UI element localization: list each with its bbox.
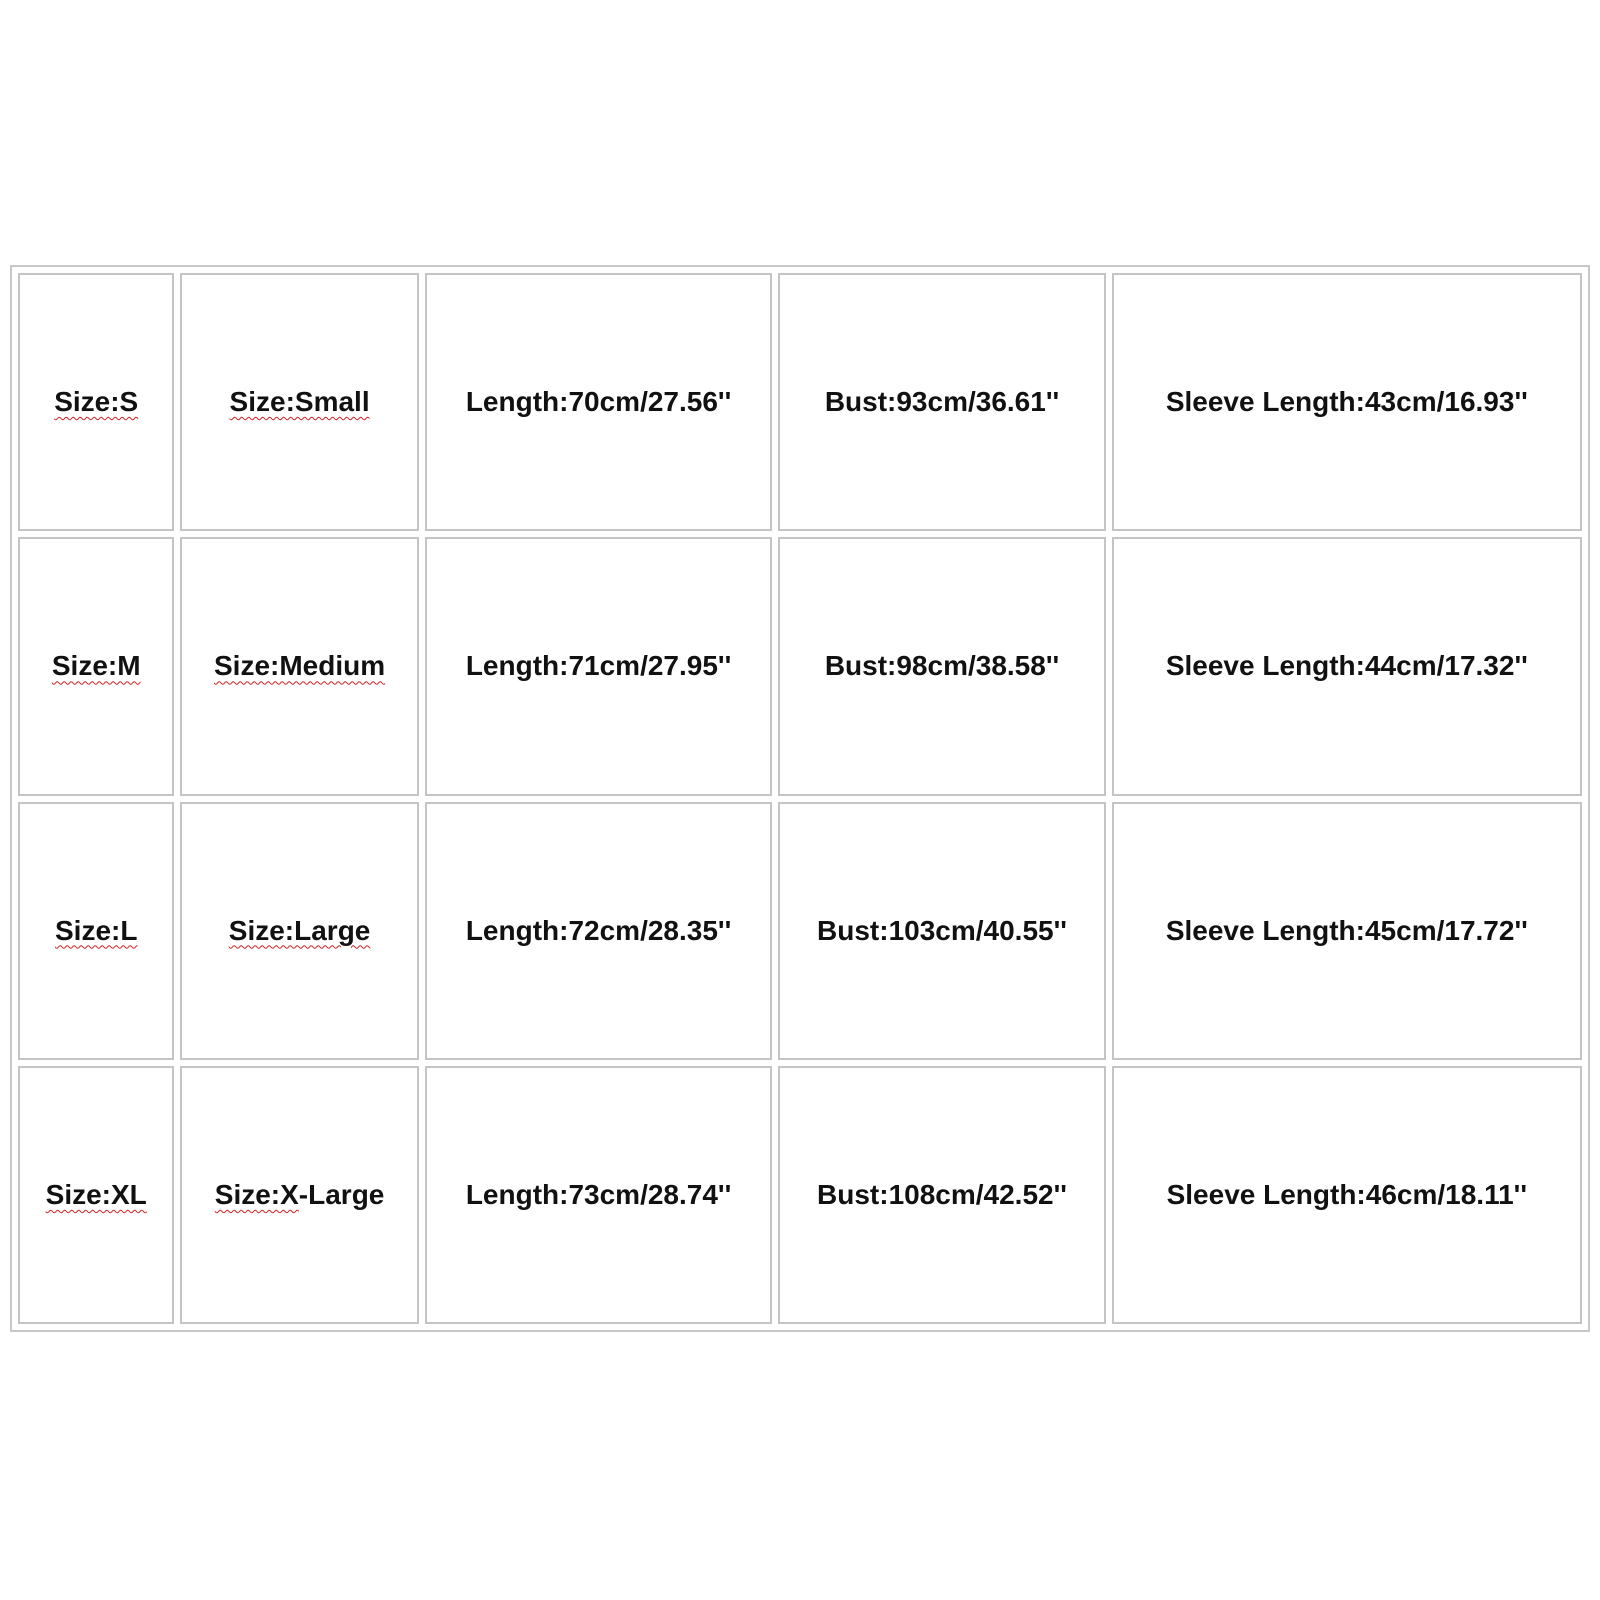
table-row: [18, 273, 1582, 531]
size-name-text: Size:Small: [229, 386, 370, 418]
length-cell: Length:72cm/28.35'': [425, 802, 773, 1060]
size-code-cell: [18, 1066, 174, 1324]
bust-cell: Bust:108cm/42.52'': [778, 1066, 1105, 1324]
size-code-cell: [18, 537, 174, 795]
table-row: [18, 537, 1582, 795]
bust-cell: Bust:93cm/36.61'': [778, 273, 1105, 531]
size-name-text-rest: -Large: [298, 1178, 385, 1210]
size-name-text: Size:Medium: [214, 650, 386, 682]
bust-cell: Bust:98cm/38.58'': [778, 537, 1105, 795]
size-code-text: Size:M: [51, 650, 141, 682]
size-chart: [10, 265, 1590, 1332]
sleeve-length-cell: Sleeve Length:44cm/17.32'': [1112, 537, 1582, 795]
bust-cell: Bust:103cm/40.55'': [778, 802, 1105, 1060]
size-name-text: Size:Large: [228, 914, 371, 946]
sleeve-length-cell: Sleeve Length:45cm/17.72'': [1112, 802, 1582, 1060]
size-code-text: Size:XL: [45, 1178, 147, 1210]
size-name-cell: [180, 802, 418, 1060]
size-chart-table: [12, 267, 1588, 1330]
sleeve-length-cell: Sleeve Length:43cm/16.93'': [1112, 273, 1582, 531]
size-name-cell: [180, 1066, 418, 1324]
size-code-cell: [18, 802, 174, 1060]
size-code-text: Size:S: [54, 386, 139, 418]
table-row: [18, 802, 1582, 1060]
size-code-text: Size:L: [54, 914, 138, 946]
length-cell: Length:70cm/27.56'': [425, 273, 773, 531]
length-cell: Length:71cm/27.95'': [425, 537, 773, 795]
size-name-text-underlined: Size:X: [214, 1178, 299, 1210]
table-row: [18, 1066, 1582, 1324]
length-cell: Length:73cm/28.74'': [425, 1066, 773, 1324]
size-code-cell: [18, 273, 174, 531]
sleeve-length-cell: Sleeve Length:46cm/18.11'': [1112, 1066, 1582, 1324]
size-name-cell: [180, 273, 418, 531]
size-name-cell: [180, 537, 418, 795]
